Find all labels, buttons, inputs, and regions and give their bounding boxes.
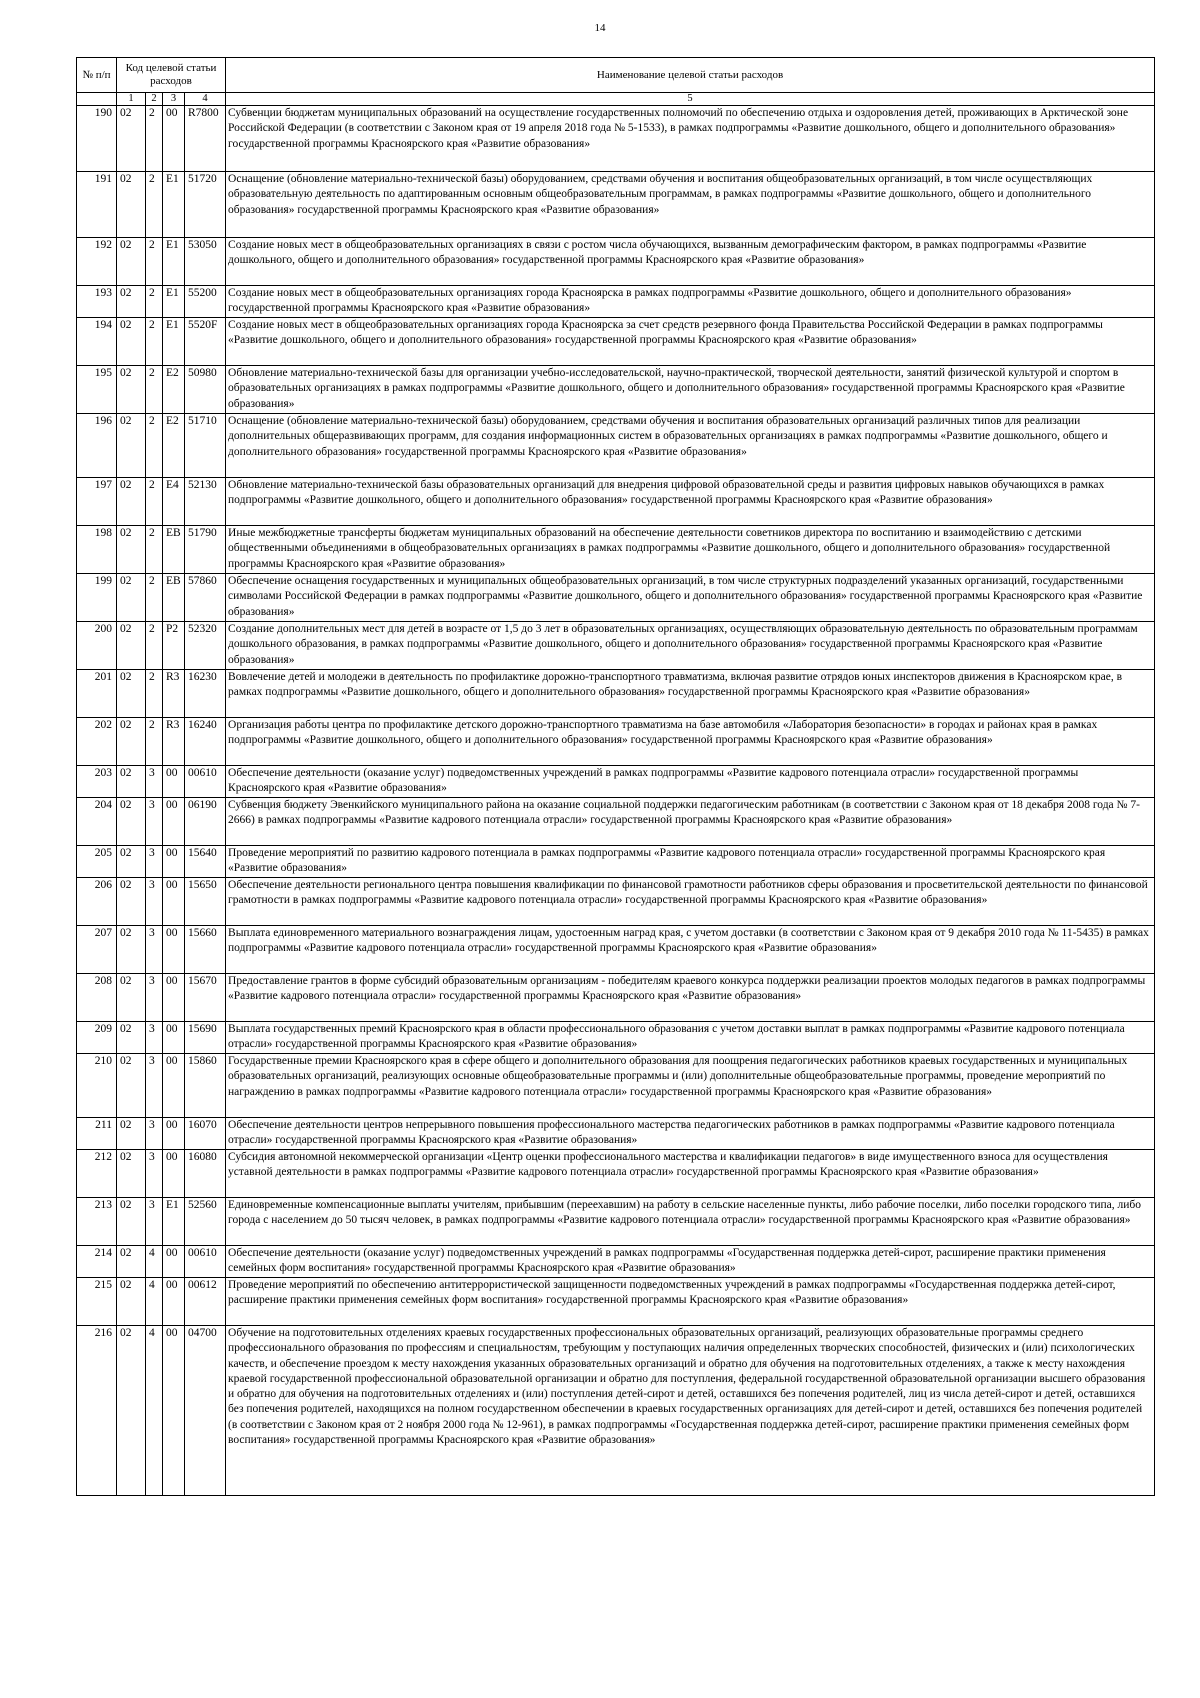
col-number-1: 1 — [117, 93, 146, 106]
code-direction: R3 — [163, 718, 185, 766]
code-expense: 5520F — [185, 318, 226, 366]
code-direction: R3 — [163, 670, 185, 718]
article-name: Обеспечение деятельности центров непрерывного повышения профессионального мастерства педагогических работников в рамках подпрограммы «Развитие кадрового потенциала отрасли» государственной программы Красноярского края «Развитие образования» — [226, 1118, 1155, 1150]
row-number: 204 — [77, 798, 117, 846]
article-name: Создание дополнительных мест для детей в возрасте от 1,5 до 3 лет в образовательных организациях, осуществляющих образовательную деятельность по образовательным программам дошкольного образования, в рамках подпрограммы «Развитие дошкольного, общего и дополнительного образования» государственной программы Красноярского края «Развитие образования» — [226, 622, 1155, 670]
code-expense: 51790 — [185, 526, 226, 574]
code-direction: 00 — [163, 846, 185, 878]
article-name: Обновление материально-технической базы образовательных организаций для внедрения цифровой образовательной среды и развития цифровых навыков обучающихся в рамках подпрограммы «Развитие дошкольного, общего и дополнительного образования» государственной программы Красноярского края «Развитие образования» — [226, 478, 1155, 526]
code-subprogram: 2 — [146, 414, 163, 478]
code-expense: 16070 — [185, 1118, 226, 1150]
table-row — [77, 1246, 1155, 1278]
row-number: 214 — [77, 1246, 117, 1278]
code-program: 02 — [117, 878, 146, 926]
expense-articles-table — [76, 57, 1155, 1496]
code-program: 02 — [117, 318, 146, 366]
table-row — [77, 574, 1155, 622]
table-row — [77, 622, 1155, 670]
code-subprogram: 3 — [146, 1054, 163, 1118]
code-expense: 04700 — [185, 1326, 226, 1496]
code-subprogram: 2 — [146, 574, 163, 622]
code-program: 02 — [117, 478, 146, 526]
article-name: Обеспечение оснащения государственных и муниципальных общеобразовательных организаций, в том числе структурных подразделений указанных организаций, государственными символами Российской Федерации в рамках подпрограммы «Развитие дошкольного, общего и дополнительного образования» государственной программы Красноярского края «Развитие образования» — [226, 574, 1155, 622]
code-program: 02 — [117, 622, 146, 670]
col-num-header: № п/п — [77, 58, 117, 93]
code-program: 02 — [117, 1198, 146, 1246]
table-row — [77, 478, 1155, 526]
article-name: Проведение мероприятий по обеспечению антитеррористической защищенности подведомственных учреждений в рамках подпрограммы «Государственная поддержка детей-сирот, расширение практики применения семейных форм воспитания» государственной программы Красноярского края «Развитие образования» — [226, 1278, 1155, 1326]
code-expense: 15640 — [185, 846, 226, 878]
code-expense: 00610 — [185, 766, 226, 798]
row-number: 209 — [77, 1022, 117, 1054]
code-direction: E4 — [163, 478, 185, 526]
code-direction: 00 — [163, 974, 185, 1022]
row-number: 202 — [77, 718, 117, 766]
row-number: 211 — [77, 1118, 117, 1150]
table-row — [77, 766, 1155, 798]
article-name: Обеспечение деятельности регионального центра повышения квалификации по финансовой грамотности работников сферы образования и просветительской деятельности по финансовой грамотности в рамках подпрограммы «Развитие кадрового потенциала отрасли» государственной программы Красноярского края «Развитие образования» — [226, 878, 1155, 926]
table-row — [77, 1198, 1155, 1246]
code-expense: 52320 — [185, 622, 226, 670]
row-number: 206 — [77, 878, 117, 926]
code-expense: 15690 — [185, 1022, 226, 1054]
row-number: 193 — [77, 286, 117, 318]
article-name: Субвенция бюджету Эвенкийского муниципального района на оказание социальной поддержки педагогическим работникам (в соответствии с Законом края от 18 декабря 2008 года № 7-2666) в рамках подпрограммы «Развитие кадрового потенциала отрасли» государственной программы Красноярского края «Развитие образования» — [226, 798, 1155, 846]
code-subprogram: 2 — [146, 238, 163, 286]
table-row — [77, 526, 1155, 574]
code-subprogram: 4 — [146, 1326, 163, 1496]
code-subprogram: 4 — [146, 1278, 163, 1326]
table-row — [77, 172, 1155, 238]
code-program: 02 — [117, 172, 146, 238]
col-number-blank — [77, 93, 117, 106]
article-name: Создание новых мест в общеобразовательных организациях города Красноярска за счет средств резервного фонда Правительства Российской Федерации в рамках подпрограммы «Развитие дошкольного, общего и дополнительного образования» государственной программы Красноярского края «Развитие образования» — [226, 318, 1155, 366]
row-number: 197 — [77, 478, 117, 526]
article-name: Оснащение (обновление материально-технической базы) оборудованием, средствами обучения и воспитания общеобразовательных организаций, в том числе осуществляющих образовательную деятельность по адаптированным основным общеобразовательным программам, в рамках подпрограммы «Развитие дошкольного, общего и дополнительного образования» государственной программы Красноярского края «Развитие образования» — [226, 172, 1155, 238]
table-body — [77, 106, 1155, 1496]
table-row — [77, 414, 1155, 478]
code-direction: P2 — [163, 622, 185, 670]
code-expense: 51720 — [185, 172, 226, 238]
code-program: 02 — [117, 926, 146, 974]
table-row — [77, 106, 1155, 172]
row-number: 198 — [77, 526, 117, 574]
table-row — [77, 1054, 1155, 1118]
row-number: 208 — [77, 974, 117, 1022]
table-row — [77, 718, 1155, 766]
table-row — [77, 974, 1155, 1022]
code-subprogram: 2 — [146, 478, 163, 526]
row-number: 203 — [77, 766, 117, 798]
code-program: 02 — [117, 1326, 146, 1496]
code-expense: 16240 — [185, 718, 226, 766]
row-number: 192 — [77, 238, 117, 286]
code-subprogram: 2 — [146, 318, 163, 366]
code-expense: 15860 — [185, 1054, 226, 1118]
code-direction: 00 — [163, 1054, 185, 1118]
article-name: Предоставление грантов в форме субсидий образовательным организациям - победителям краевого конкурса поддержки реализации проектов молодых педагогов в рамках подпрограммы «Развитие кадрового потенциала отрасли» государственной программы Красноярского края «Развитие образования» — [226, 974, 1155, 1022]
code-subprogram: 2 — [146, 622, 163, 670]
row-number: 205 — [77, 846, 117, 878]
code-program: 02 — [117, 718, 146, 766]
row-number: 195 — [77, 366, 117, 414]
code-subprogram: 3 — [146, 878, 163, 926]
code-subprogram: 2 — [146, 172, 163, 238]
table-row — [77, 1022, 1155, 1054]
code-program: 02 — [117, 1278, 146, 1326]
code-program: 02 — [117, 574, 146, 622]
code-expense: 52130 — [185, 478, 226, 526]
table-row — [77, 1326, 1155, 1496]
table-row — [77, 1118, 1155, 1150]
code-expense: 16080 — [185, 1150, 226, 1198]
code-direction: E2 — [163, 414, 185, 478]
table-row — [77, 238, 1155, 286]
row-number: 210 — [77, 1054, 117, 1118]
article-name: Государственные премии Красноярского края в сфере общего и дополнительного образования для поощрения педагогических работников краевых государственных и муниципальных образовательных организаций, реализующих основные общеобразовательные программы и (или) дополнительные общеобразовательные программы, проведение мероприятий по награждению в рамках подпрограммы «Развитие кадрового потенциала отрасли» государственной программы Красноярского края «Развитие образования» — [226, 1054, 1155, 1118]
code-direction: E1 — [163, 1198, 185, 1246]
article-name: Выплата государственных премий Красноярского края в области профессионального образования с учетом доставки выплат в рамках подпрограммы «Развитие кадрового потенциала отрасли» государственной программы Красноярского края «Развитие образования» — [226, 1022, 1155, 1054]
code-program: 02 — [117, 414, 146, 478]
code-program: 02 — [117, 238, 146, 286]
article-name: Создание новых мест в общеобразовательных организациях города Красноярска в рамках подпрограммы «Развитие дошкольного, общего и дополнительного образования» государственной программы Красноярского края «Развитие образования» — [226, 286, 1155, 318]
table-row — [77, 366, 1155, 414]
code-subprogram: 4 — [146, 1246, 163, 1278]
row-number: 196 — [77, 414, 117, 478]
article-name: Организация работы центра по профилактике детского дорожно-транспортного травматизма на базе автомобиля «Лаборатория безопасности» в городах и районах края в рамках подпрограммы «Развитие дошкольного, общего и дополнительного образования» государственной программы Красноярского края «Развитие образования» — [226, 718, 1155, 766]
code-program: 02 — [117, 286, 146, 318]
row-number: 215 — [77, 1278, 117, 1326]
code-direction: 00 — [163, 1118, 185, 1150]
code-subprogram: 3 — [146, 846, 163, 878]
code-direction: E1 — [163, 172, 185, 238]
col-number-4: 4 — [185, 93, 226, 106]
article-name: Обеспечение деятельности (оказание услуг) подведомственных учреждений в рамках подпрограммы «Развитие кадрового потенциала отрасли» государственной программы Красноярского края «Развитие образования» — [226, 766, 1155, 798]
code-direction: E2 — [163, 366, 185, 414]
article-name: Субсидия автономной некоммерческой организации «Центр оценки профессионального мастерства и квалификации педагогов» в виде имущественного взноса для осуществления уставной деятельности в рамках подпрограммы «Развитие кадрового потенциала отрасли» государственной программы Красноярского края «Развитие образования» — [226, 1150, 1155, 1198]
code-program: 02 — [117, 526, 146, 574]
code-expense: 00610 — [185, 1246, 226, 1278]
article-name: Обеспечение деятельности (оказание услуг) подведомственных учреждений в рамках подпрограммы «Государственная поддержка детей-сирот, расширение практики применения семейных форм воспитания» государственной программы Красноярского края «Развитие образования» — [226, 1246, 1155, 1278]
name-col-header: Наименование целевой статьи расходов — [226, 58, 1155, 93]
table-row — [77, 798, 1155, 846]
col-number-5: 5 — [226, 93, 1155, 106]
code-direction: E1 — [163, 238, 185, 286]
row-number: 213 — [77, 1198, 117, 1246]
code-direction: 00 — [163, 766, 185, 798]
code-expense: 53050 — [185, 238, 226, 286]
row-number: 194 — [77, 318, 117, 366]
code-direction: EB — [163, 526, 185, 574]
code-program: 02 — [117, 846, 146, 878]
code-subprogram: 2 — [146, 718, 163, 766]
code-subprogram: 2 — [146, 670, 163, 718]
table-row — [77, 286, 1155, 318]
article-name: Обучение на подготовительных отделениях краевых государственных профессиональных образовательных организаций, реализующих образовательные программы среднего профессионального образования по профессиям и специальностям, требующим у поступающих наличия определенных творческих способностей, физических и (или) психологических качеств, и обеспечение проездом к месту нахождения указанных образовательных организаций и обратно для обучения на подготовительных отделениях, а также к месту нахождения краевой государственной профессиональной образовательной организации и обратно для поступления, федеральной государственной образовательной организации высшего образования и обратно для обучения на подготовительных отделениях и (или) поступления детей-сирот и детей, оставшихся без попечения родителей, лиц из числа детей-сирот и детей, оставшихся без попечения родителей, находящихся на полном государственном обеспечении в краевых государственных организациях для детей-сирот и детей, оставшихся без попечения родителей (в соответствии с Законом края от 2 ноября 2000 года № 12-961), в рамках подпрограммы «Государственная поддержка детей-сирот, расширение практики применения семейных форм воспитания» государственной программы Красноярского края «Развитие образования» — [226, 1326, 1155, 1496]
article-name: Субвенции бюджетам муниципальных образований на осуществление государственных полномочий по обеспечению отдыха и оздоровления детей, проживающих в Арктической зоне Российской Федерации (в соответствии с Законом края от 19 апреля 2018 года № 5-1533), в рамках подпрограммы «Развитие дошкольного, общего и дополнительного образования» государственной программы Красноярского края «Развитие образования» — [226, 106, 1155, 172]
code-program: 02 — [117, 974, 146, 1022]
code-subprogram: 3 — [146, 1198, 163, 1246]
row-number: 207 — [77, 926, 117, 974]
row-number: 191 — [77, 172, 117, 238]
table-row — [77, 878, 1155, 926]
article-name: Единовременные компенсационные выплаты учителям, прибывшим (переехавшим) на работу в сельские населенные пункты, либо рабочие поселки, либо поселки городского типа, либо города с населением до 50 тысяч человек, в рамках подпрограммы «Развитие кадрового потенциала отрасли» государственной программы Красноярского края «Развитие образования» — [226, 1198, 1155, 1246]
code-expense: 50980 — [185, 366, 226, 414]
code-direction: EB — [163, 574, 185, 622]
row-number: 199 — [77, 574, 117, 622]
article-name: Выплата единовременного материального вознаграждения лицам, удостоенным наград края, с учетом доставки (в соответствии с Законом края от 9 декабря 2010 года № 11-5435) в рамках подпрограммы «Развитие кадрового потенциала отрасли» государственной программы Красноярского края «Развитие образования» — [226, 926, 1155, 974]
code-program: 02 — [117, 1118, 146, 1150]
code-group-header: Код целевой статьи расходов — [117, 58, 226, 93]
row-number: 216 — [77, 1326, 117, 1496]
code-expense: R7800 — [185, 106, 226, 172]
table-row — [77, 1150, 1155, 1198]
col-number-2: 2 — [146, 93, 163, 106]
code-direction: 00 — [163, 1278, 185, 1326]
column-numbers-row — [77, 93, 1155, 106]
page-number: 14 — [594, 22, 606, 34]
code-subprogram: 2 — [146, 526, 163, 574]
code-program: 02 — [117, 1054, 146, 1118]
code-expense: 16230 — [185, 670, 226, 718]
code-program: 02 — [117, 670, 146, 718]
row-number: 212 — [77, 1150, 117, 1198]
row-number: 190 — [77, 106, 117, 172]
code-direction: 00 — [163, 1326, 185, 1496]
code-program: 02 — [117, 1150, 146, 1198]
code-subprogram: 3 — [146, 1118, 163, 1150]
article-name: Оснащение (обновление материально-технической базы) оборудованием, средствами обучения и воспитания образовательных организаций различных типов для реализации дополнительных общеразвивающих программ, для создания информационных систем в образовательных организациях в рамках подпрограммы «Развитие дошкольного, общего и дополнительного образования» государственной программы Красноярского края «Развитие образования» — [226, 414, 1155, 478]
table-row — [77, 846, 1155, 878]
code-direction: 00 — [163, 926, 185, 974]
code-expense: 06190 — [185, 798, 226, 846]
code-program: 02 — [117, 106, 146, 172]
code-direction: 00 — [163, 798, 185, 846]
row-number: 201 — [77, 670, 117, 718]
code-expense: 00612 — [185, 1278, 226, 1326]
code-direction: 00 — [163, 1022, 185, 1054]
code-expense: 51710 — [185, 414, 226, 478]
row-number: 200 — [77, 622, 117, 670]
code-direction: E1 — [163, 286, 185, 318]
code-program: 02 — [117, 366, 146, 414]
header-row — [77, 58, 1155, 93]
article-name: Вовлечение детей и молодежи в деятельность по профилактике дорожно-транспортного травматизма, включая развитие отрядов юных инспекторов движения в Красноярском крае, в рамках подпрограммы «Развитие дошкольного, общего и дополнительного образования» государственной программы Красноярского края «Развитие образования» — [226, 670, 1155, 718]
code-expense: 15670 — [185, 974, 226, 1022]
table-row — [77, 670, 1155, 718]
code-program: 02 — [117, 766, 146, 798]
article-name: Обновление материально-технической базы для организации учебно-исследовательской, научно-практической, творческой деятельности, занятий физической культурой и спортом в образовательных организациях в рамках подпрограммы «Развитие дошкольного, общего и дополнительного образования» государственной программы Красноярского края «Развитие образования» — [226, 366, 1155, 414]
code-subprogram: 3 — [146, 766, 163, 798]
code-subprogram: 3 — [146, 1150, 163, 1198]
code-expense: 52560 — [185, 1198, 226, 1246]
code-expense: 55200 — [185, 286, 226, 318]
code-expense: 15650 — [185, 878, 226, 926]
code-subprogram: 2 — [146, 366, 163, 414]
code-subprogram: 3 — [146, 926, 163, 974]
code-direction: 00 — [163, 106, 185, 172]
code-direction: 00 — [163, 1246, 185, 1278]
article-name: Создание новых мест в общеобразовательных организациях в связи с ростом числа обучающихся, вызванным демографическим фактором, в рамках подпрограммы «Развитие дошкольного, общего и дополнительного образования» государственной программы Красноярского края «Развитие образования» — [226, 238, 1155, 286]
table-row — [77, 926, 1155, 974]
code-expense: 15660 — [185, 926, 226, 974]
col-number-3: 3 — [163, 93, 185, 106]
code-expense: 57860 — [185, 574, 226, 622]
code-direction: 00 — [163, 1150, 185, 1198]
code-subprogram: 2 — [146, 286, 163, 318]
table-row — [77, 1278, 1155, 1326]
code-direction: 00 — [163, 878, 185, 926]
code-program: 02 — [117, 1246, 146, 1278]
article-name: Иные межбюджетные трансферты бюджетам муниципальных образований на обеспечение деятельности советников директора по воспитанию и взаимодействию с детскими общественными объединениями в общеобразовательных организациях в рамках подпрограммы «Развитие дошкольного, общего и дополнительного образования» государственной программы Красноярского края «Развитие образования» — [226, 526, 1155, 574]
code-program: 02 — [117, 798, 146, 846]
table-row — [77, 318, 1155, 366]
code-subprogram: 3 — [146, 798, 163, 846]
code-program: 02 — [117, 1022, 146, 1054]
code-subprogram: 3 — [146, 974, 163, 1022]
article-name: Проведение мероприятий по развитию кадрового потенциала в рамках подпрограммы «Развитие кадрового потенциала отрасли» государственной программы Красноярского края «Развитие образования» — [226, 846, 1155, 878]
code-subprogram: 2 — [146, 106, 163, 172]
code-direction: E1 — [163, 318, 185, 366]
code-subprogram: 3 — [146, 1022, 163, 1054]
